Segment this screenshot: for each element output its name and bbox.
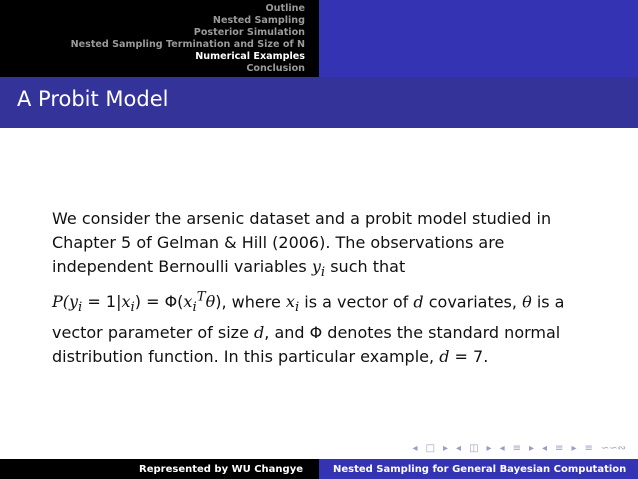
- body-line-2: Chapter 5 of Gelman & Hill (2006). The observations are: [52, 233, 505, 253]
- beamer-navigation-symbols: [413, 443, 626, 454]
- footer-presenter: Represented by WU Changye: [0, 459, 319, 479]
- footer-bar: [0, 459, 638, 479]
- outline-item-posterior-simulation[interactable]: Posterior Simulation: [193, 27, 305, 38]
- nav-section-forward-icon[interactable]: ▸: [528, 443, 535, 454]
- math-xi: $x_i$: [285, 292, 300, 316]
- nav-search-icon[interactable]: ∽∽∾: [600, 443, 626, 454]
- math-d-equals-7: d = 7.: [439, 346, 489, 366]
- body-line-3-text: independent Bernoulli variables: [52, 257, 307, 277]
- slide-title: A Probit Model: [17, 87, 169, 111]
- math-theta: θ: [522, 292, 532, 312]
- outline-item-outline[interactable]: Outline: [265, 3, 305, 14]
- outline-item-termination[interactable]: Nested Sampling Termination and Size of N: [70, 39, 305, 50]
- nav-appendix-icon[interactable]: ≡: [584, 443, 593, 454]
- header-bar: [0, 0, 638, 77]
- body-line-6: [52, 345, 612, 369]
- math-yi: $y_i$: [311, 257, 326, 281]
- footer-talk-title: Nested Sampling for General Bayesian Computation: [319, 459, 638, 479]
- nav-doc-forward-icon[interactable]: ▸: [571, 443, 577, 454]
- nav-frame-forward-icon[interactable]: ▸: [443, 443, 449, 454]
- nav-frame-icon[interactable]: □: [425, 443, 436, 454]
- outline-item-numerical-examples[interactable]: Numerical Examples: [195, 51, 305, 62]
- slide-title-bar: [0, 77, 638, 128]
- body-line-4: [52, 286, 612, 321]
- body-line-5-mid: , and Φ denotes the standard normal: [264, 322, 561, 342]
- outline-item-conclusion[interactable]: Conclusion: [246, 63, 305, 74]
- body-line-4-where: , where: [221, 292, 281, 312]
- body-line-5-text: vector parameter of size: [52, 322, 249, 342]
- nav-section-icon[interactable]: ≡: [512, 443, 521, 454]
- header-left-panel: [0, 0, 319, 77]
- nav-doc-icon[interactable]: ≡: [555, 443, 564, 454]
- header-right-panel: [319, 0, 638, 77]
- math-probit-equation: $P(y_i = 1|x_i) = \Phi(x_i^T\theta)$: [52, 289, 222, 316]
- math-d-size: d: [254, 322, 265, 342]
- body-line-5: [52, 321, 612, 345]
- body-line-3-tail: such that: [330, 257, 406, 277]
- math-d: d: [413, 292, 424, 312]
- body-line-4-mid: is a vector of: [304, 292, 409, 312]
- section-outline: [71, 3, 305, 75]
- nav-subsection-icon[interactable]: ◫: [469, 443, 479, 454]
- body-line-6-text: distribution function. In this particular example,: [52, 346, 435, 366]
- nav-subsection-forward-icon[interactable]: ▸: [486, 443, 492, 454]
- body-line-1: We consider the arsenic dataset and a probit model studied in: [52, 209, 552, 228]
- nav-frame-back-icon[interactable]: ◂: [412, 443, 418, 454]
- slide-body: [52, 207, 612, 369]
- nav-subsection-back-icon[interactable]: ◂: [456, 443, 462, 454]
- outline-item-nested-sampling[interactable]: Nested Sampling: [212, 15, 305, 26]
- body-line-3: [52, 255, 612, 285]
- body-line-4-is-a: is a: [536, 292, 565, 312]
- body-line-4-cov: covariates,: [428, 292, 517, 312]
- nav-doc-back-icon[interactable]: ◂: [542, 443, 548, 454]
- nav-section-back-icon[interactable]: ◂: [499, 443, 505, 454]
